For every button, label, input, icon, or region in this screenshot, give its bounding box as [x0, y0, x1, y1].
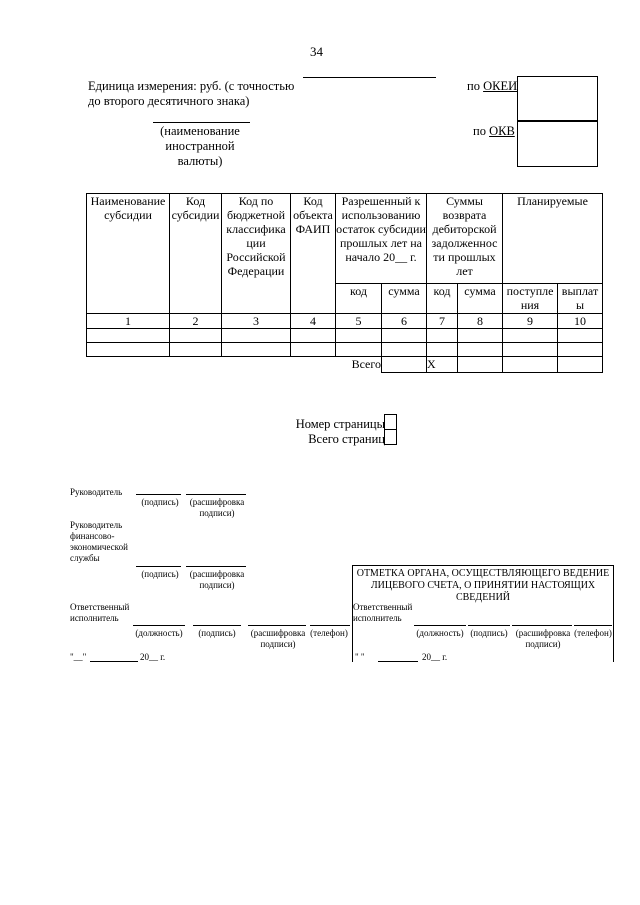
table-cell[interactable] — [382, 329, 427, 343]
mark-date-month-line[interactable] — [378, 661, 418, 662]
currency-line-3: валюты) — [177, 154, 223, 168]
total-income[interactable] — [503, 357, 558, 373]
col-num: 9 — [503, 314, 558, 329]
head-label: Руководитель — [70, 487, 123, 497]
table-cell[interactable] — [427, 329, 458, 343]
th-sub-sum: сумма — [382, 284, 427, 314]
col-num: 3 — [222, 314, 291, 329]
th-faip: Код объекта ФАИП — [291, 194, 336, 314]
col-num: 7 — [427, 314, 458, 329]
resp-sig-caption: (подпись) — [198, 628, 236, 638]
head-sig-caption: (подпись) — [141, 497, 179, 507]
date-quote: "__" — [70, 652, 87, 662]
col-num: 10 — [558, 314, 603, 329]
col-num: 4 — [291, 314, 336, 329]
table-cell[interactable] — [336, 343, 382, 357]
pages-total-box[interactable] — [384, 429, 397, 445]
mark-decode-line[interactable] — [512, 625, 572, 626]
table-cell[interactable] — [222, 343, 291, 357]
th-sub-code: код — [336, 284, 382, 314]
currency-fill-line — [153, 122, 250, 123]
th-name: Наименование субсидии — [87, 194, 170, 314]
page-no-label: Номер страницы — [295, 417, 385, 431]
okei-box[interactable] — [517, 76, 598, 121]
table-cell[interactable] — [503, 329, 558, 343]
total-payout[interactable] — [558, 357, 603, 373]
col-num: 1 — [87, 314, 170, 329]
table-row — [87, 343, 603, 357]
table-cell[interactable] — [336, 329, 382, 343]
fin-sig-caption: (подпись) — [141, 569, 179, 579]
table-cell[interactable] — [87, 329, 170, 343]
mark-date-year: 20__ г. — [422, 652, 448, 662]
total-row — [87, 357, 603, 373]
table-cell[interactable] — [291, 343, 336, 357]
head-decode-caption: (расшифровка подписи) — [189, 497, 245, 518]
table-cell[interactable] — [458, 343, 503, 357]
table-cell[interactable] — [558, 343, 603, 357]
table-cell[interactable] — [558, 329, 603, 343]
col-num: 2 — [170, 314, 222, 329]
resp-decode-caption: (расшифровка подписи) — [250, 628, 306, 649]
th-sub-income: поступле ния — [503, 284, 558, 314]
total-sum-allowed[interactable] — [382, 357, 427, 373]
authority-mark-title: ОТМЕТКА ОРГАНА, ОСУЩЕСТВЛЯЮЩЕГО ВЕДЕНИЕ ЛИЦЕВОГО СЧЕТА, О ПРИНЯТИИ НАСТОЯЩИХ СВЕДЕНИЙ — [356, 568, 610, 603]
unit-line-1: Единица измерения: руб. (с точностью — [88, 79, 295, 93]
fin-decode-caption: (расшифровка подписи) — [189, 569, 245, 590]
th-return: Суммы возврата дебиторской задолженнос ти прошлых лет — [427, 194, 503, 284]
resp-position-line[interactable] — [133, 625, 185, 626]
table-cell[interactable] — [222, 329, 291, 343]
resp-phone-line[interactable] — [310, 625, 350, 626]
okv-box[interactable] — [517, 121, 598, 167]
head-sign-line[interactable] — [136, 494, 181, 495]
currency-line-1: (наименование — [160, 124, 240, 138]
th-sub-code2: код — [427, 284, 458, 314]
col-num: 6 — [382, 314, 427, 329]
mark-position-caption: (должность) — [416, 628, 464, 638]
okv-label: по ОКВ — [473, 124, 515, 138]
table-cell[interactable] — [170, 343, 222, 357]
fin-decode-line[interactable] — [186, 566, 246, 567]
head-decode-line[interactable] — [186, 494, 246, 495]
unit-line-2: до второго десятичного знака) — [88, 94, 250, 108]
th-bk: Код по бюджетной классифика ции Российской Федерации — [222, 194, 291, 314]
resp-position-caption: (должность) — [135, 628, 183, 638]
mark-date-quote: " " — [355, 652, 365, 662]
table-cell[interactable] — [382, 343, 427, 357]
page-number: 34 — [310, 44, 323, 59]
th-sub-sum2: сумма — [458, 284, 503, 314]
th-sub-payout: выплат ы — [558, 284, 603, 314]
mark-phone-line[interactable] — [574, 625, 612, 626]
mark-sig-caption: (подпись) — [470, 628, 508, 638]
table-cell[interactable] — [458, 329, 503, 343]
th-planned: Планируемые — [503, 194, 603, 284]
total-label: Всего — [336, 357, 382, 373]
pages-total-label: Всего страниц — [308, 432, 385, 446]
total-sum-return[interactable] — [458, 357, 503, 373]
subsidy-table — [86, 193, 603, 373]
resp-decode-line[interactable] — [248, 625, 306, 626]
col-num: 5 — [336, 314, 382, 329]
date-month-line[interactable] — [90, 661, 138, 662]
page-no-box[interactable] — [384, 414, 397, 430]
fin-head-label: Руководитель финансово-экономической службы — [70, 520, 128, 563]
mark-position-line[interactable] — [414, 625, 466, 626]
date-year: 20__ г. — [140, 652, 166, 662]
table-cell[interactable] — [427, 343, 458, 357]
responsible-label: Ответственный исполнитель — [70, 602, 130, 623]
col-num: 8 — [458, 314, 503, 329]
table-cell[interactable] — [170, 329, 222, 343]
table-cell[interactable] — [87, 343, 170, 357]
fin-sign-line[interactable] — [136, 566, 181, 567]
mark-decode-caption: (расшифровка подписи) — [515, 628, 571, 649]
th-allowed: Разрешенный к использованию остаток субсидии прошлых лет на начало 20__ г. — [336, 194, 427, 284]
mark-sign-line[interactable] — [468, 625, 510, 626]
currency-line-2: иностранной — [165, 139, 235, 153]
table-row — [87, 329, 603, 343]
total-x: X — [427, 357, 458, 373]
resp-sign-line[interactable] — [193, 625, 241, 626]
table-cell[interactable] — [503, 343, 558, 357]
table-cell[interactable] — [291, 329, 336, 343]
mark-responsible-label: Ответственный исполнитель — [353, 602, 413, 623]
unit-fill-line — [303, 77, 436, 78]
th-code: Код субсидии — [170, 194, 222, 314]
resp-phone-caption: (телефон) — [310, 628, 348, 638]
okei-label: по ОКЕИ — [467, 79, 518, 93]
mark-phone-caption: (телефон) — [574, 628, 612, 638]
